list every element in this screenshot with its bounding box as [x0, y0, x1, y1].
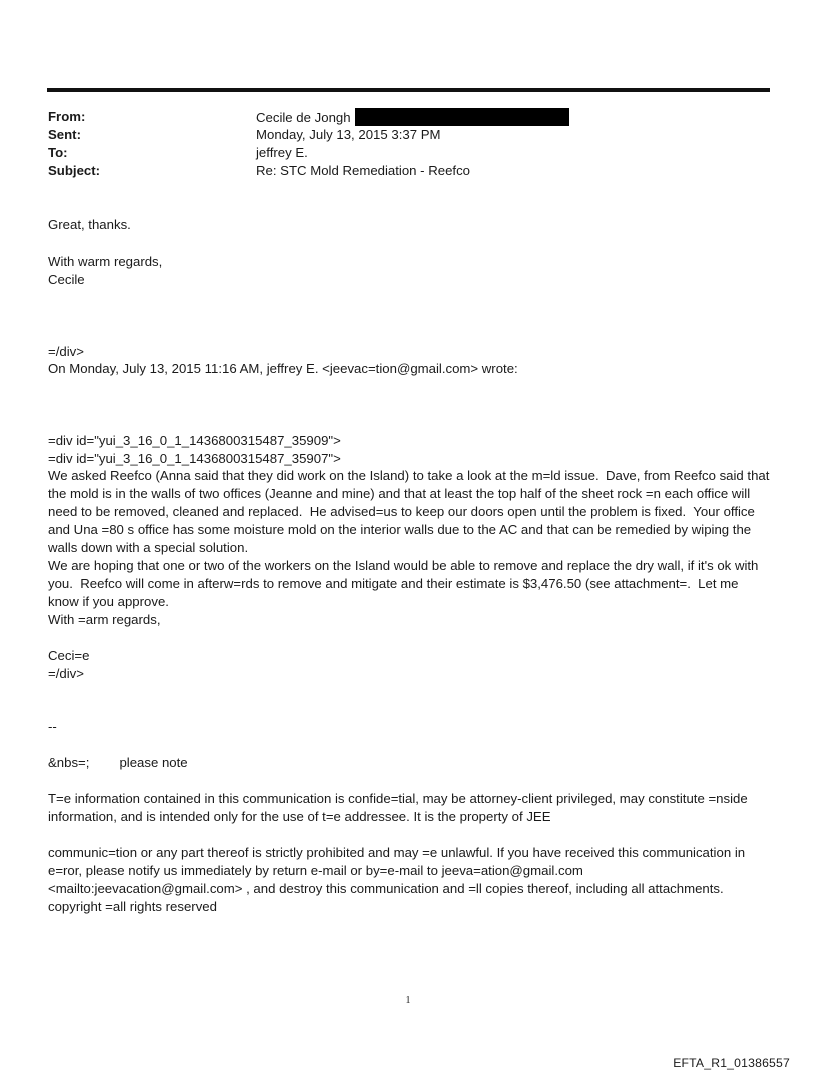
div-open-1: =div id="yui_3_16_0_1_1436800315487_35909">	[48, 433, 341, 448]
from-label: From:	[48, 109, 86, 124]
please-note: please note	[119, 755, 188, 770]
disclaimer-paragraph-1: T=e information contained in this communication is confide=tial, may be attorney-client privileged, may constitute =nside information, and is intended only for the use of t=e addressee. It is the property of JEE	[48, 791, 752, 824]
div-close-2: =/div>	[48, 666, 84, 681]
signature-separator: --	[48, 719, 57, 734]
subject-label: Subject:	[48, 163, 101, 178]
to-label: To:	[48, 145, 68, 160]
div-open-2: =div id="yui_3_16_0_1_1436800315487_35907">	[48, 451, 341, 466]
reply-line-3: Cecile	[48, 272, 85, 287]
header-rule	[47, 88, 770, 92]
quoted-paragraph-1: We asked Reefco (Anna said that they did work on the Island) to take a look at the m=ld issue. Dave, from Reefco said that the mold is in the walls of two offices (Jeanne and mine) and that at least the top half of the sheet rock =n each office will need to be removed, cleaned and replaced. He advised=us to keep our doors open until the problem is fixed. Your office and Una =80 s office has some moisture mold on the interior walls due to the AC and that can be remedied by wiping the walls down with a special solution.	[48, 468, 774, 555]
subject-value: Re: STC Mold Remediation - Reefco	[256, 163, 471, 178]
disclaimer-paragraph-2: communic=tion or any part thereof is strictly prohibited and may =e unlawful. If you have received this communication in e=ror, please notify us immediately by return e-mail or by=e-mail to jeeva=ation@gmail.com <mailto:jeevacation@gmail.com> , and destroy this communication and =ll copies thereof, including all attachments. copyright =all rights reserved	[48, 845, 749, 914]
nbs-token: &nbs=;	[48, 755, 90, 770]
bates-number: EFTA_R1_01386557	[673, 1056, 790, 1070]
sent-label: Sent:	[48, 127, 81, 142]
from-name: Cecile de Jongh	[256, 110, 351, 125]
to-value: jeffrey E.	[256, 145, 308, 160]
from-value	[256, 108, 569, 127]
quoted-paragraph-2: We are hoping that one or two of the workers on the Island would be able to remove and replace the dry wall, if it's ok with you. Reefco will come in afterw=rds to remove and mitigate and their estimate is $3,476.50 (see attachment=. Let me know if you approve.	[48, 558, 763, 609]
div-close-1: =/div>	[48, 344, 84, 359]
note-line	[48, 754, 770, 772]
reply-line-1: Great, thanks.	[48, 217, 131, 232]
quote-intro: On Monday, July 13, 2015 11:16 AM, jeffrey E. <jeevac=tion@gmail.com> wrote:	[48, 361, 518, 376]
page-number: 1	[405, 995, 411, 1006]
quoted-paragraph-3: With =arm regards,	[48, 612, 161, 627]
quoted-signature: Ceci=e	[48, 648, 90, 663]
sent-value: Monday, July 13, 2015 3:37 PM	[256, 127, 441, 142]
redaction-box	[355, 108, 569, 126]
reply-line-2: With warm regards,	[48, 254, 163, 269]
